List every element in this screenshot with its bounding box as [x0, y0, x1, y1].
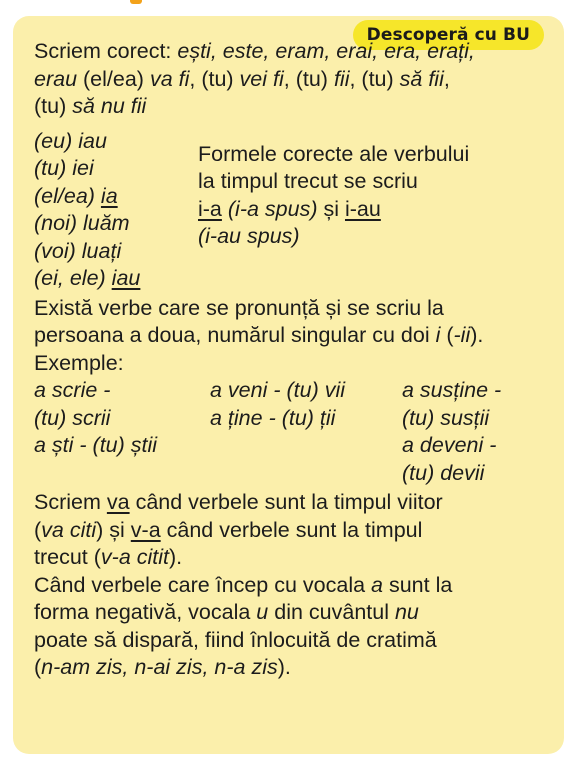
- text-span: iau: [111, 266, 141, 290]
- text-span: -ii: [453, 323, 471, 347]
- text-span: ).: [470, 323, 484, 347]
- text-span: (i-a spus): [227, 196, 318, 221]
- text-span: va citi: [41, 517, 97, 542]
- example-line: [210, 377, 402, 405]
- text-span: (tu) devii: [402, 460, 485, 485]
- forms-section: [34, 128, 554, 293]
- text-span: iau: [78, 128, 107, 153]
- example-line: [34, 377, 210, 405]
- text-span: (: [34, 517, 42, 542]
- text-span: v-a: [130, 517, 161, 542]
- intro-text: (tu): [34, 94, 73, 118]
- text-span: (ei, ele): [34, 266, 112, 290]
- text-span: (i-au spus): [198, 224, 300, 248]
- example-line: [402, 432, 501, 460]
- form-ei-ele: [34, 265, 194, 293]
- past-note-line: Formele corecte ale verbului: [198, 141, 470, 166]
- text-span: trecut (: [34, 545, 101, 569]
- text-span: când verbele sunt la timpul viitor: [129, 490, 443, 514]
- example-line: [210, 405, 402, 433]
- intro-paragraph: [34, 38, 554, 121]
- text-span: poate să dispară, fiind înlocuită de cratimă: [34, 627, 437, 652]
- text-span: a ști - (tu) știi: [34, 433, 158, 457]
- intro-forms: ești, este, eram, erai, era, erați,: [177, 39, 475, 63]
- text-span: ).: [277, 655, 291, 679]
- form-el-ea: [34, 183, 194, 211]
- text-span: sunt la: [383, 572, 453, 597]
- example-line: [34, 405, 210, 433]
- text-span: ) și: [96, 517, 131, 542]
- intro-lead: Scriem corect:: [34, 39, 178, 63]
- intro-sa-fii: să fii: [399, 66, 444, 91]
- text-span: a deveni -: [402, 433, 497, 457]
- text-span: Scriem: [34, 490, 107, 514]
- text-span: când verbele sunt la timpul: [160, 517, 423, 542]
- text-span: luăm: [82, 211, 130, 235]
- text-span: (: [34, 655, 42, 679]
- text-span: a scrie -: [34, 378, 111, 402]
- text-span: (eu): [34, 128, 79, 153]
- intro-va-fi: va fi: [149, 66, 190, 91]
- past-note-forms: [198, 196, 469, 224]
- text-span: a: [371, 572, 383, 597]
- form-voi: [34, 238, 194, 266]
- badge-label: Descoperă cu BU: [366, 25, 530, 45]
- text-span: (el/ea): [34, 183, 101, 208]
- card-content: [34, 38, 554, 682]
- intro-text: , (tu): [283, 66, 334, 91]
- text-span: Când verbele care încep cu vocala: [34, 572, 372, 597]
- text-span: și: [317, 196, 345, 221]
- text-span: forma negativă, vocala: [34, 600, 257, 624]
- text-span: iei: [72, 156, 94, 180]
- intro-text: (el/ea): [77, 66, 150, 91]
- example-line: [34, 432, 210, 460]
- text-span: ).: [169, 545, 183, 569]
- text-span: luați: [81, 238, 122, 263]
- examples-label: Exemple:: [34, 350, 124, 375]
- text-span: (voi): [34, 238, 82, 263]
- text-span: n-am zis, n-ai zis, n-a zis: [41, 655, 278, 679]
- intro-fii: fii: [333, 66, 350, 91]
- past-note-example: [198, 223, 469, 251]
- examples-col-1: [34, 377, 210, 487]
- intro-sa-nu-fii: să nu fii: [72, 94, 147, 118]
- text-span: (tu) scrii: [34, 405, 111, 430]
- negative-rule-paragraph: [34, 572, 554, 682]
- text-span: a veni - (tu) vii: [210, 378, 346, 402]
- example-line: [402, 377, 501, 405]
- top-edge-mark: [130, 0, 142, 4]
- text-span: i-au: [344, 196, 381, 221]
- examples-col-2: [210, 377, 402, 487]
- text-span: din cuvântul: [268, 600, 395, 624]
- text-span: i-a: [198, 196, 222, 221]
- text-span: (tu): [34, 156, 73, 180]
- text-span: (noi): [34, 211, 83, 235]
- text-span: u: [256, 600, 269, 624]
- examples-grid: [34, 377, 554, 487]
- text-span: v-a citit: [100, 545, 169, 569]
- form-tu: [34, 155, 194, 183]
- double-i-paragraph: [34, 295, 554, 378]
- form-noi: [34, 210, 194, 238]
- conjugation-list: [34, 128, 194, 293]
- intro-text: , (tu): [189, 66, 240, 91]
- text-span: nu: [394, 600, 419, 624]
- text-span: (tu) susții: [402, 405, 490, 430]
- past-note-line: la timpul trecut se scriu: [198, 169, 418, 193]
- past-tense-note: [194, 128, 469, 293]
- text-span: a susține -: [402, 378, 502, 402]
- text-span: Există verbe care se pronunță și se scriu la: [34, 295, 444, 320]
- example-line: [402, 405, 501, 433]
- intro-erau: erau: [34, 66, 78, 91]
- text-span: va: [106, 490, 130, 514]
- text-span: (: [440, 323, 454, 347]
- intro-text: ,: [443, 66, 450, 91]
- va-rule-paragraph: [34, 489, 554, 572]
- examples-col-3: [402, 377, 501, 487]
- intro-vei-fi: vei fi: [239, 66, 284, 91]
- text-span: ia: [100, 183, 118, 208]
- text-span: a ține - (tu) ții: [210, 405, 336, 430]
- form-eu: [34, 128, 194, 156]
- example-line: [402, 460, 501, 488]
- intro-text: , (tu): [349, 66, 400, 91]
- text-span: persoana a doua, numărul singular cu doi: [34, 323, 436, 347]
- text-span: i: [435, 323, 441, 347]
